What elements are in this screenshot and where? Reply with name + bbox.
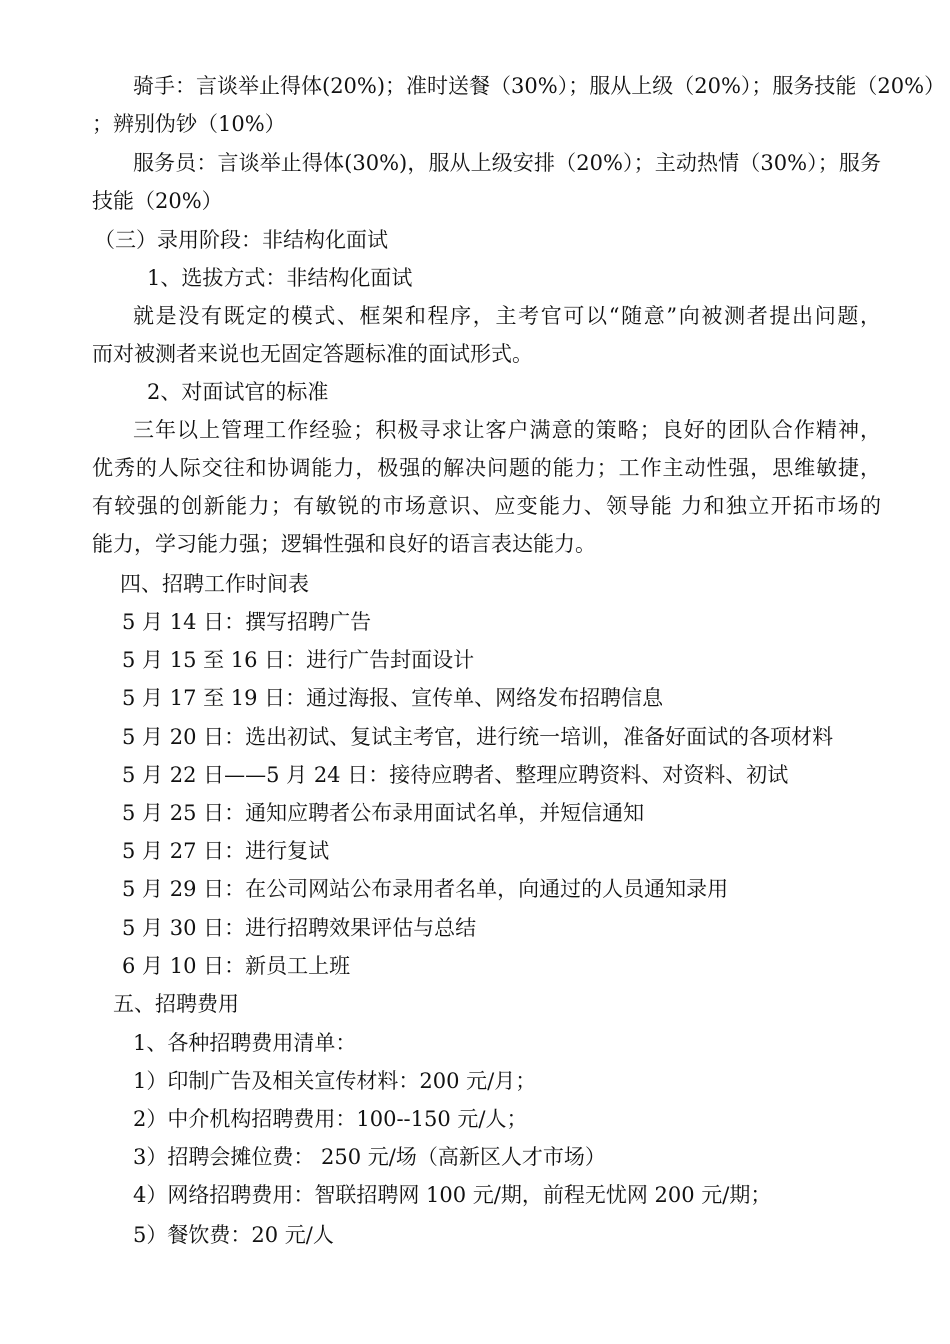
rider-criteria-line-1: 骑手：言谈举止得体(20%)；准时送餐（30%）；服从上级（20%）；服务技能（20%） — [133, 74, 946, 98]
section-heading-schedule: 四、招聘工作时间表 — [120, 572, 309, 596]
paragraph-unstructured-line-2: 而对被测者来说也无固定答题标准的面试形式。 — [92, 342, 533, 366]
paragraph-standard-line-1: 三年以上管理工作经验；积极寻求让客户满意的策略；良好的团队合作精神， — [133, 418, 881, 442]
schedule-item: 5 月 27 日：进行复试 — [122, 839, 330, 863]
paragraph-standard-line-2: 优秀的人际交往和协调能力，极强的解决问题的能力；工作主动性强，思维敏捷， — [92, 456, 881, 480]
waiter-criteria-line-1: 服务员：言谈举止得体(30%)，服从上级安排（20%）；主动热情（30%）；服务 — [133, 151, 881, 175]
schedule-item: 5 月 17 至 19 日：通过海报、宣传单、网络发布招聘信息 — [122, 686, 664, 710]
cost-item: 2）中介机构招聘费用：100--150 元/人； — [133, 1107, 528, 1131]
cost-item: 1）印制广告及相关宣传材料：200 元/月； — [133, 1069, 537, 1093]
schedule-item: 5 月 22 日——5 月 24 日：接待应聘者、整理应聘资料、对资料、初试 — [122, 763, 789, 787]
cost-item: 3）招聘会摊位费： 250 元/场（高新区人才市场） — [133, 1145, 606, 1169]
paragraph-standard-line-3: 有较强的创新能力；有敏锐的市场意识、应变能力、领导能 力和独立开拓市场的 — [92, 494, 881, 518]
schedule-item: 5 月 14 日：撰写招聘广告 — [122, 610, 372, 634]
section-heading-costs: 五、招聘费用 — [113, 992, 239, 1016]
schedule-item: 6 月 10 日：新员工上班 — [122, 954, 351, 978]
subheading-interviewer-standard: 2、对面试官的标准 — [147, 380, 329, 404]
schedule-item: 5 月 25 日：通知应聘者公布录用面试名单，并短信通知 — [122, 801, 645, 825]
section-heading-hiring-stage: （三）录用阶段：非结构化面试 — [94, 228, 388, 252]
rider-criteria-line-2: ；辨别伪钞（10%） — [92, 112, 286, 136]
paragraph-standard-line-4: 能力，学习能力强；逻辑性强和良好的语言表达能力。 — [92, 532, 596, 556]
waiter-criteria-line-2: 技能（20%） — [92, 189, 223, 213]
schedule-item: 5 月 29 日：在公司网站公布录用者名单，向通过的人员通知录用 — [122, 877, 729, 901]
cost-item: 5）餐饮费：20 元/人 — [133, 1223, 334, 1247]
schedule-item: 5 月 30 日：进行招聘效果评估与总结 — [122, 916, 477, 940]
schedule-item: 5 月 20 日：选出初试、复试主考官，进行统一培训，准备好面试的各项材料 — [122, 725, 834, 749]
paragraph-unstructured-line-1: 就是没有既定的模式、框架和程序，主考官可以“随意”向被测者提出问题， — [133, 304, 881, 328]
subheading-selection-method: 1、选拔方式：非结构化面试 — [147, 266, 413, 290]
cost-item: 4）网络招聘费用：智联招聘网 100 元/期，前程无忧网 200 元/期； — [133, 1183, 772, 1207]
schedule-item: 5 月 15 至 16 日：进行广告封面设计 — [122, 648, 475, 672]
subheading-cost-list: 1、各种招聘费用清单： — [133, 1031, 357, 1055]
